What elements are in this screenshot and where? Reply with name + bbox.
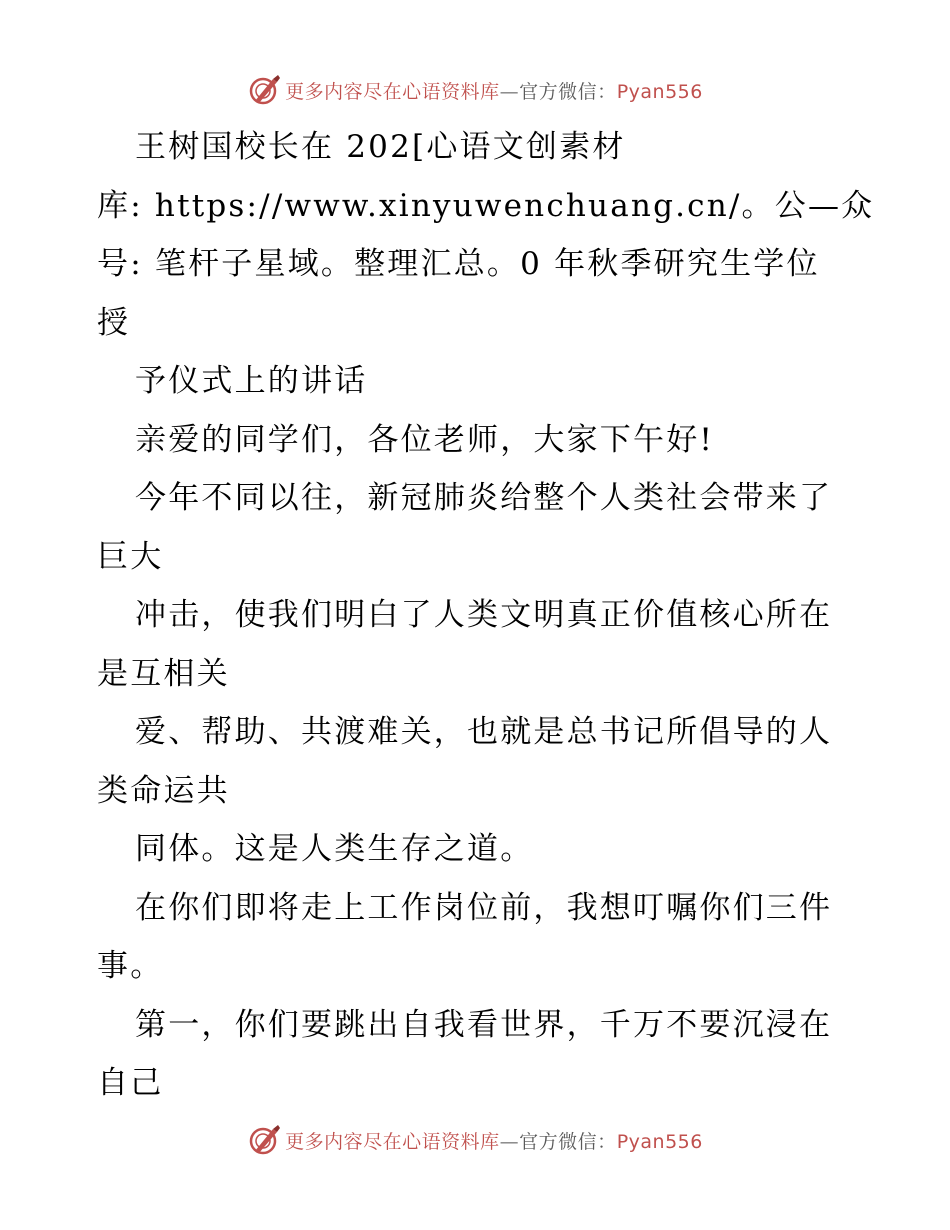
document-line: 是互相关 — [97, 655, 230, 692]
document-line: 冲击，使我们明白了人类文明真正价值核心所在 — [135, 597, 833, 633]
document-line: 第一，你们要跳出自我看世界，千万不要沉浸在 — [135, 1006, 833, 1043]
header-dash: — — [499, 80, 520, 103]
footer-dash: — — [499, 1130, 520, 1153]
header-wechat-id: Pyan556 — [616, 80, 703, 103]
document-line: 号: 笔杆子星域。整理汇总。0 年秋季研究生学位 — [97, 246, 820, 282]
document-line: 授 — [97, 304, 131, 341]
footer-banner-text — [285, 1127, 703, 1154]
pen-nib-logo-icon — [247, 1123, 281, 1157]
document-line: 库: https://www.xinyuwenchuang.cn/。公—众 — [97, 187, 875, 224]
footer-watermark — [0, 1120, 950, 1160]
document-line: 王树国校长在 202[心语文创素材 — [135, 129, 626, 165]
document-line: 自己 — [97, 1065, 164, 1101]
document-line: 爱、帮助、共渡难关，也就是总书记所倡导的人 — [135, 714, 833, 750]
document-line: 巨大 — [97, 538, 164, 575]
header-watermark — [0, 70, 950, 110]
document-line: 亲爱的同学们，各位老师，大家下午好! — [135, 421, 715, 458]
document-line: 类命运共 — [97, 772, 230, 809]
header-wechat-label: 官方微信： — [519, 80, 617, 103]
header-banner-text — [285, 77, 703, 104]
footer-brand: 更多内容尽在心语资料库 — [285, 1130, 500, 1153]
document-line: 事。 — [97, 948, 164, 984]
footer-wechat-label: 官方微信： — [519, 1130, 617, 1153]
document-body — [97, 118, 875, 1113]
document-line: 予仪式上的讲话 — [135, 363, 368, 399]
document-line: 今年不同以往，新冠肺炎给整个人类社会带来了 — [135, 480, 833, 516]
pen-nib-logo-icon — [247, 73, 281, 107]
document-line: 在你们即将走上工作岗位前，我想叮嘱你们三件 — [135, 889, 833, 926]
header-brand: 更多内容尽在心语资料库 — [285, 80, 500, 103]
document-line: 同体。这是人类生存之道。 — [135, 831, 534, 867]
footer-wechat-id: Pyan556 — [616, 1130, 703, 1153]
